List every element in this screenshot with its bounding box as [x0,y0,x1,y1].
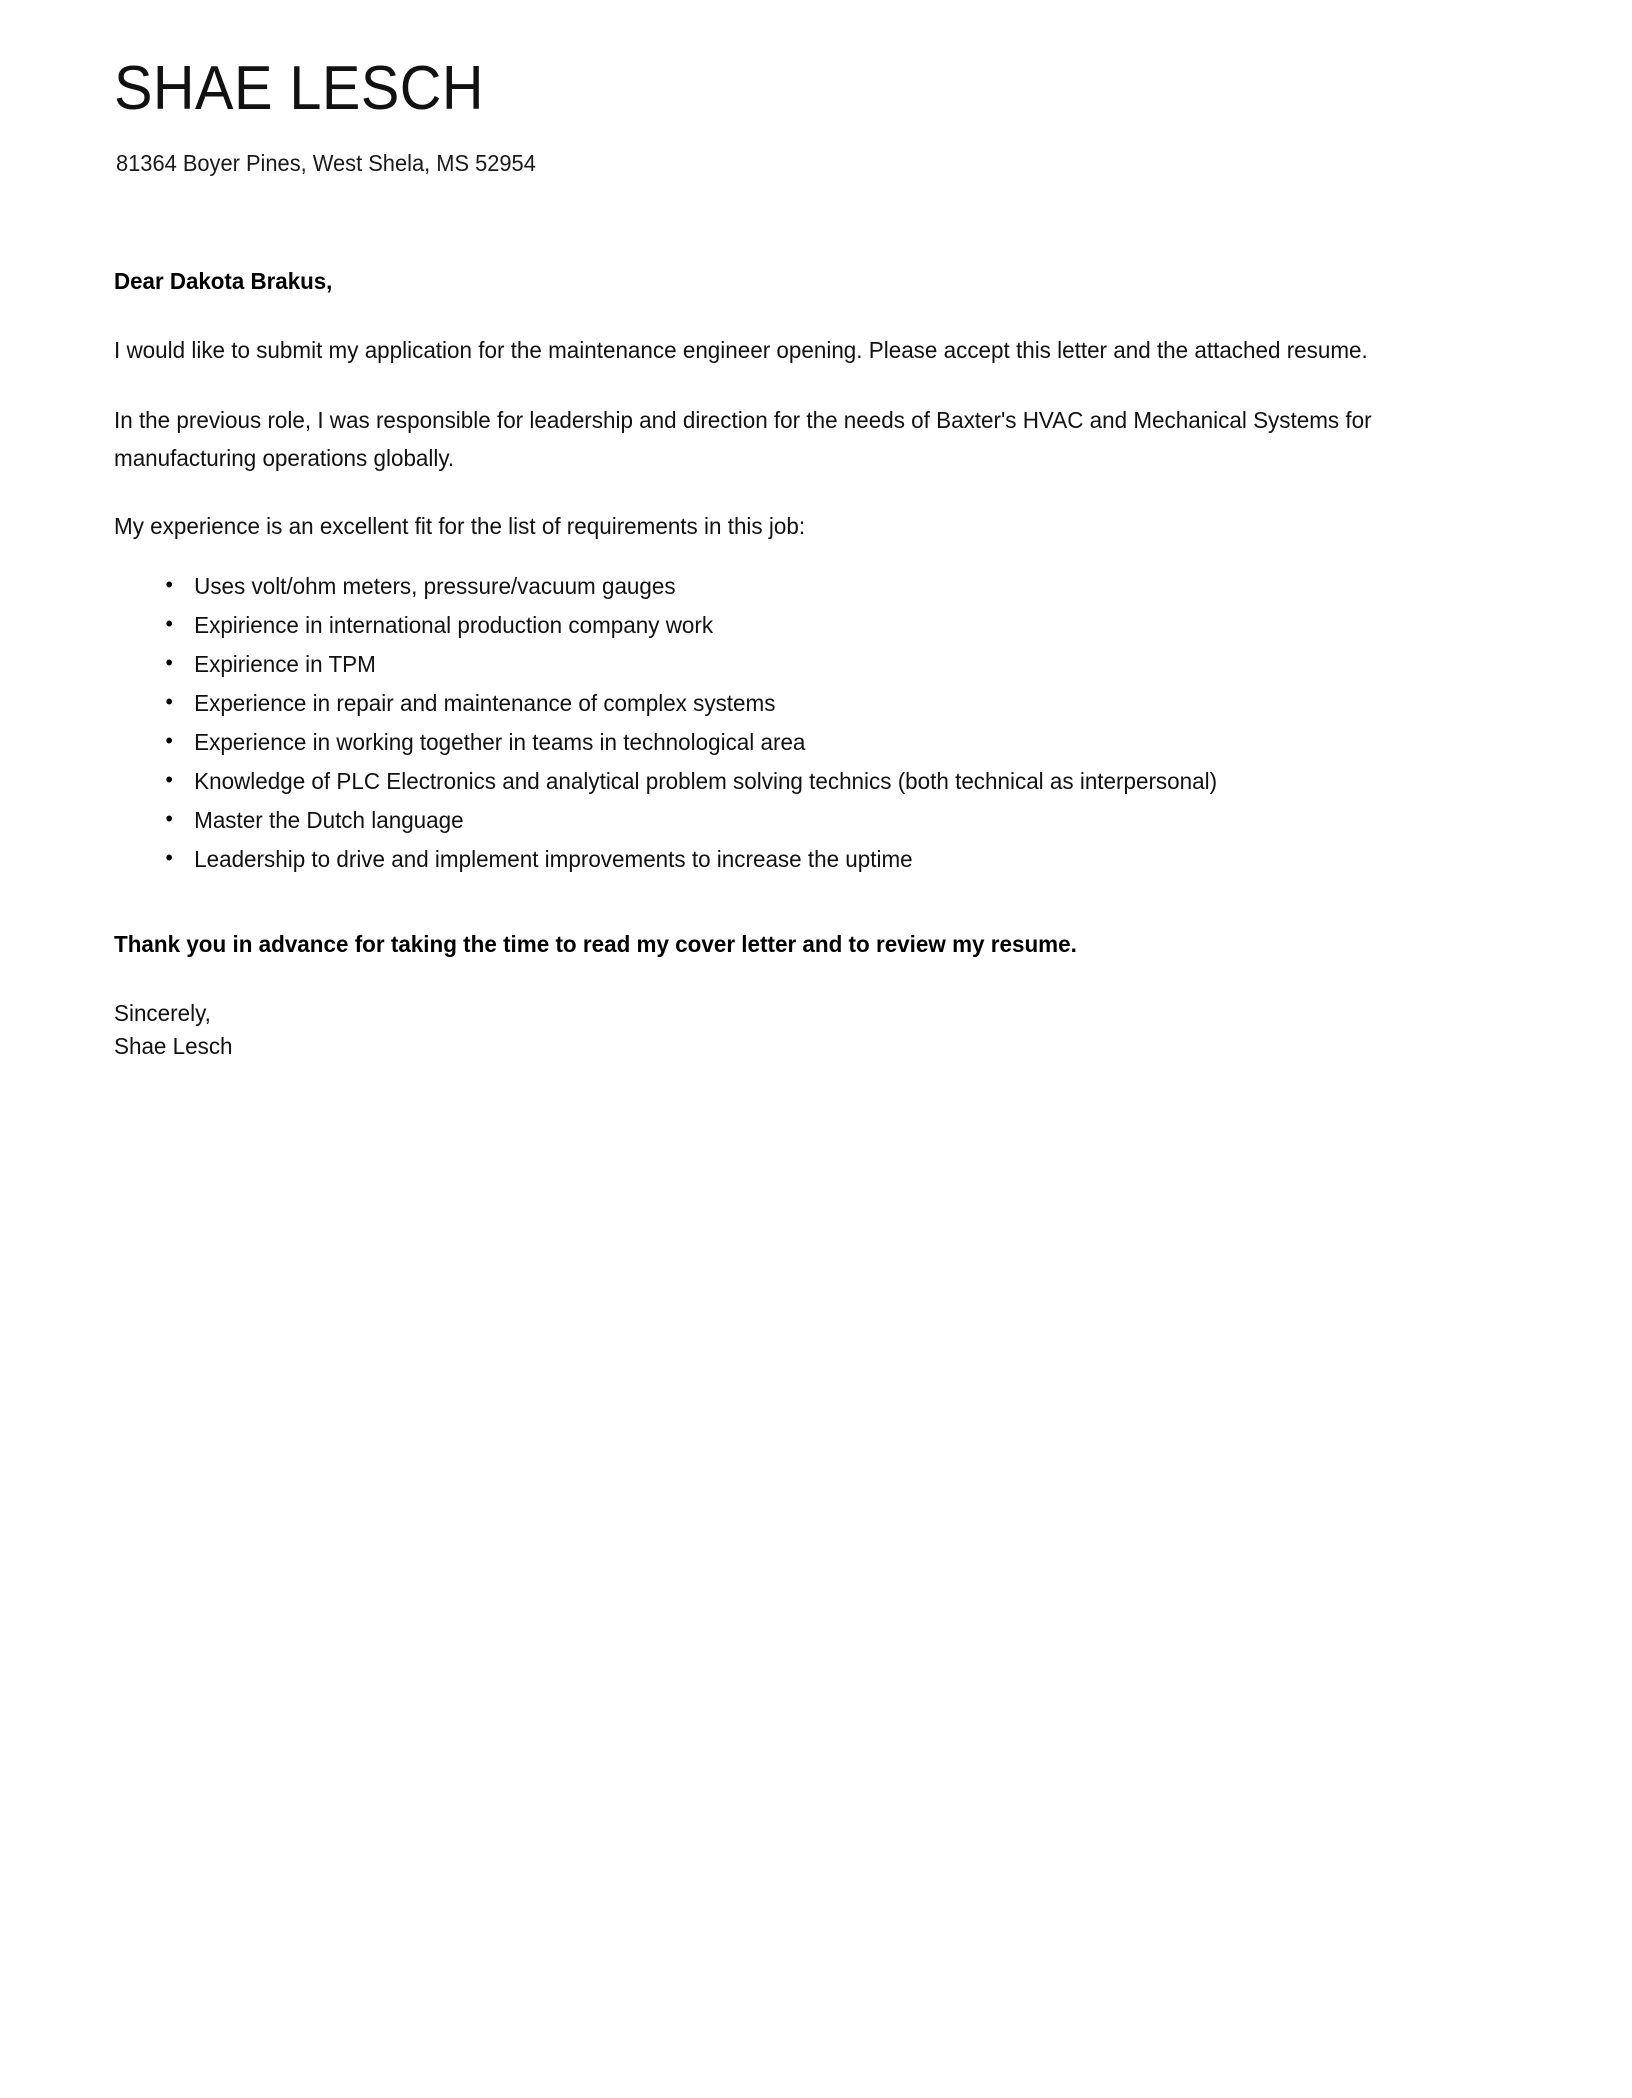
applicant-address: 81364 Boyer Pines, West Shela, MS 52954 [116,150,536,177]
list-item: • Expirience in international production company work [160,610,1344,641]
requirements-list [112,571,1344,875]
salutation: Dear Dakota Brakus, [114,267,333,294]
list-item: • Master the Dutch language [160,805,1344,836]
list-item: • Uses volt/ohm meters, pressure/vacuum gauges [160,571,1344,602]
signoff-closing: Sincerely, [114,999,211,1026]
signoff-name: Shae Lesch [114,1032,233,1059]
body-paragraph-2: In the previous role, I was responsible for leadership and direction for the needs of Baxter's HVAC and Mechanical Systems for manufacturing operations globally. [114,406,1372,471]
body-paragraph-3: My experience is an excellent fit for the list of requirements in this job: [114,513,806,540]
letter-content [112,54,1402,1063]
closing-thanks: Thank you in advance for taking the time to read my cover letter and to review my resume. [114,931,1077,958]
body-paragraph-1: I would like to submit my application for the maintenance engineer opening. Please accept this letter and the attached resume. [114,336,1368,363]
list-item: • Expirience in TPM [160,649,1344,680]
list-item: • Leadership to drive and implement improvements to increase the uptime [160,844,1344,875]
list-item: • Experience in working together in teams in technological area [160,727,1344,758]
letter-header [112,54,1402,180]
list-item: • Knowledge of PLC Electronics and analytical problem solving technics (both technical as interpersonal) [160,766,1344,797]
signature-block [114,997,1344,1064]
applicant-name: SHAE LESCH [114,54,484,123]
letter-body [112,264,1402,1064]
list-item: • Experience in repair and maintenance of complex systems [160,688,1344,719]
